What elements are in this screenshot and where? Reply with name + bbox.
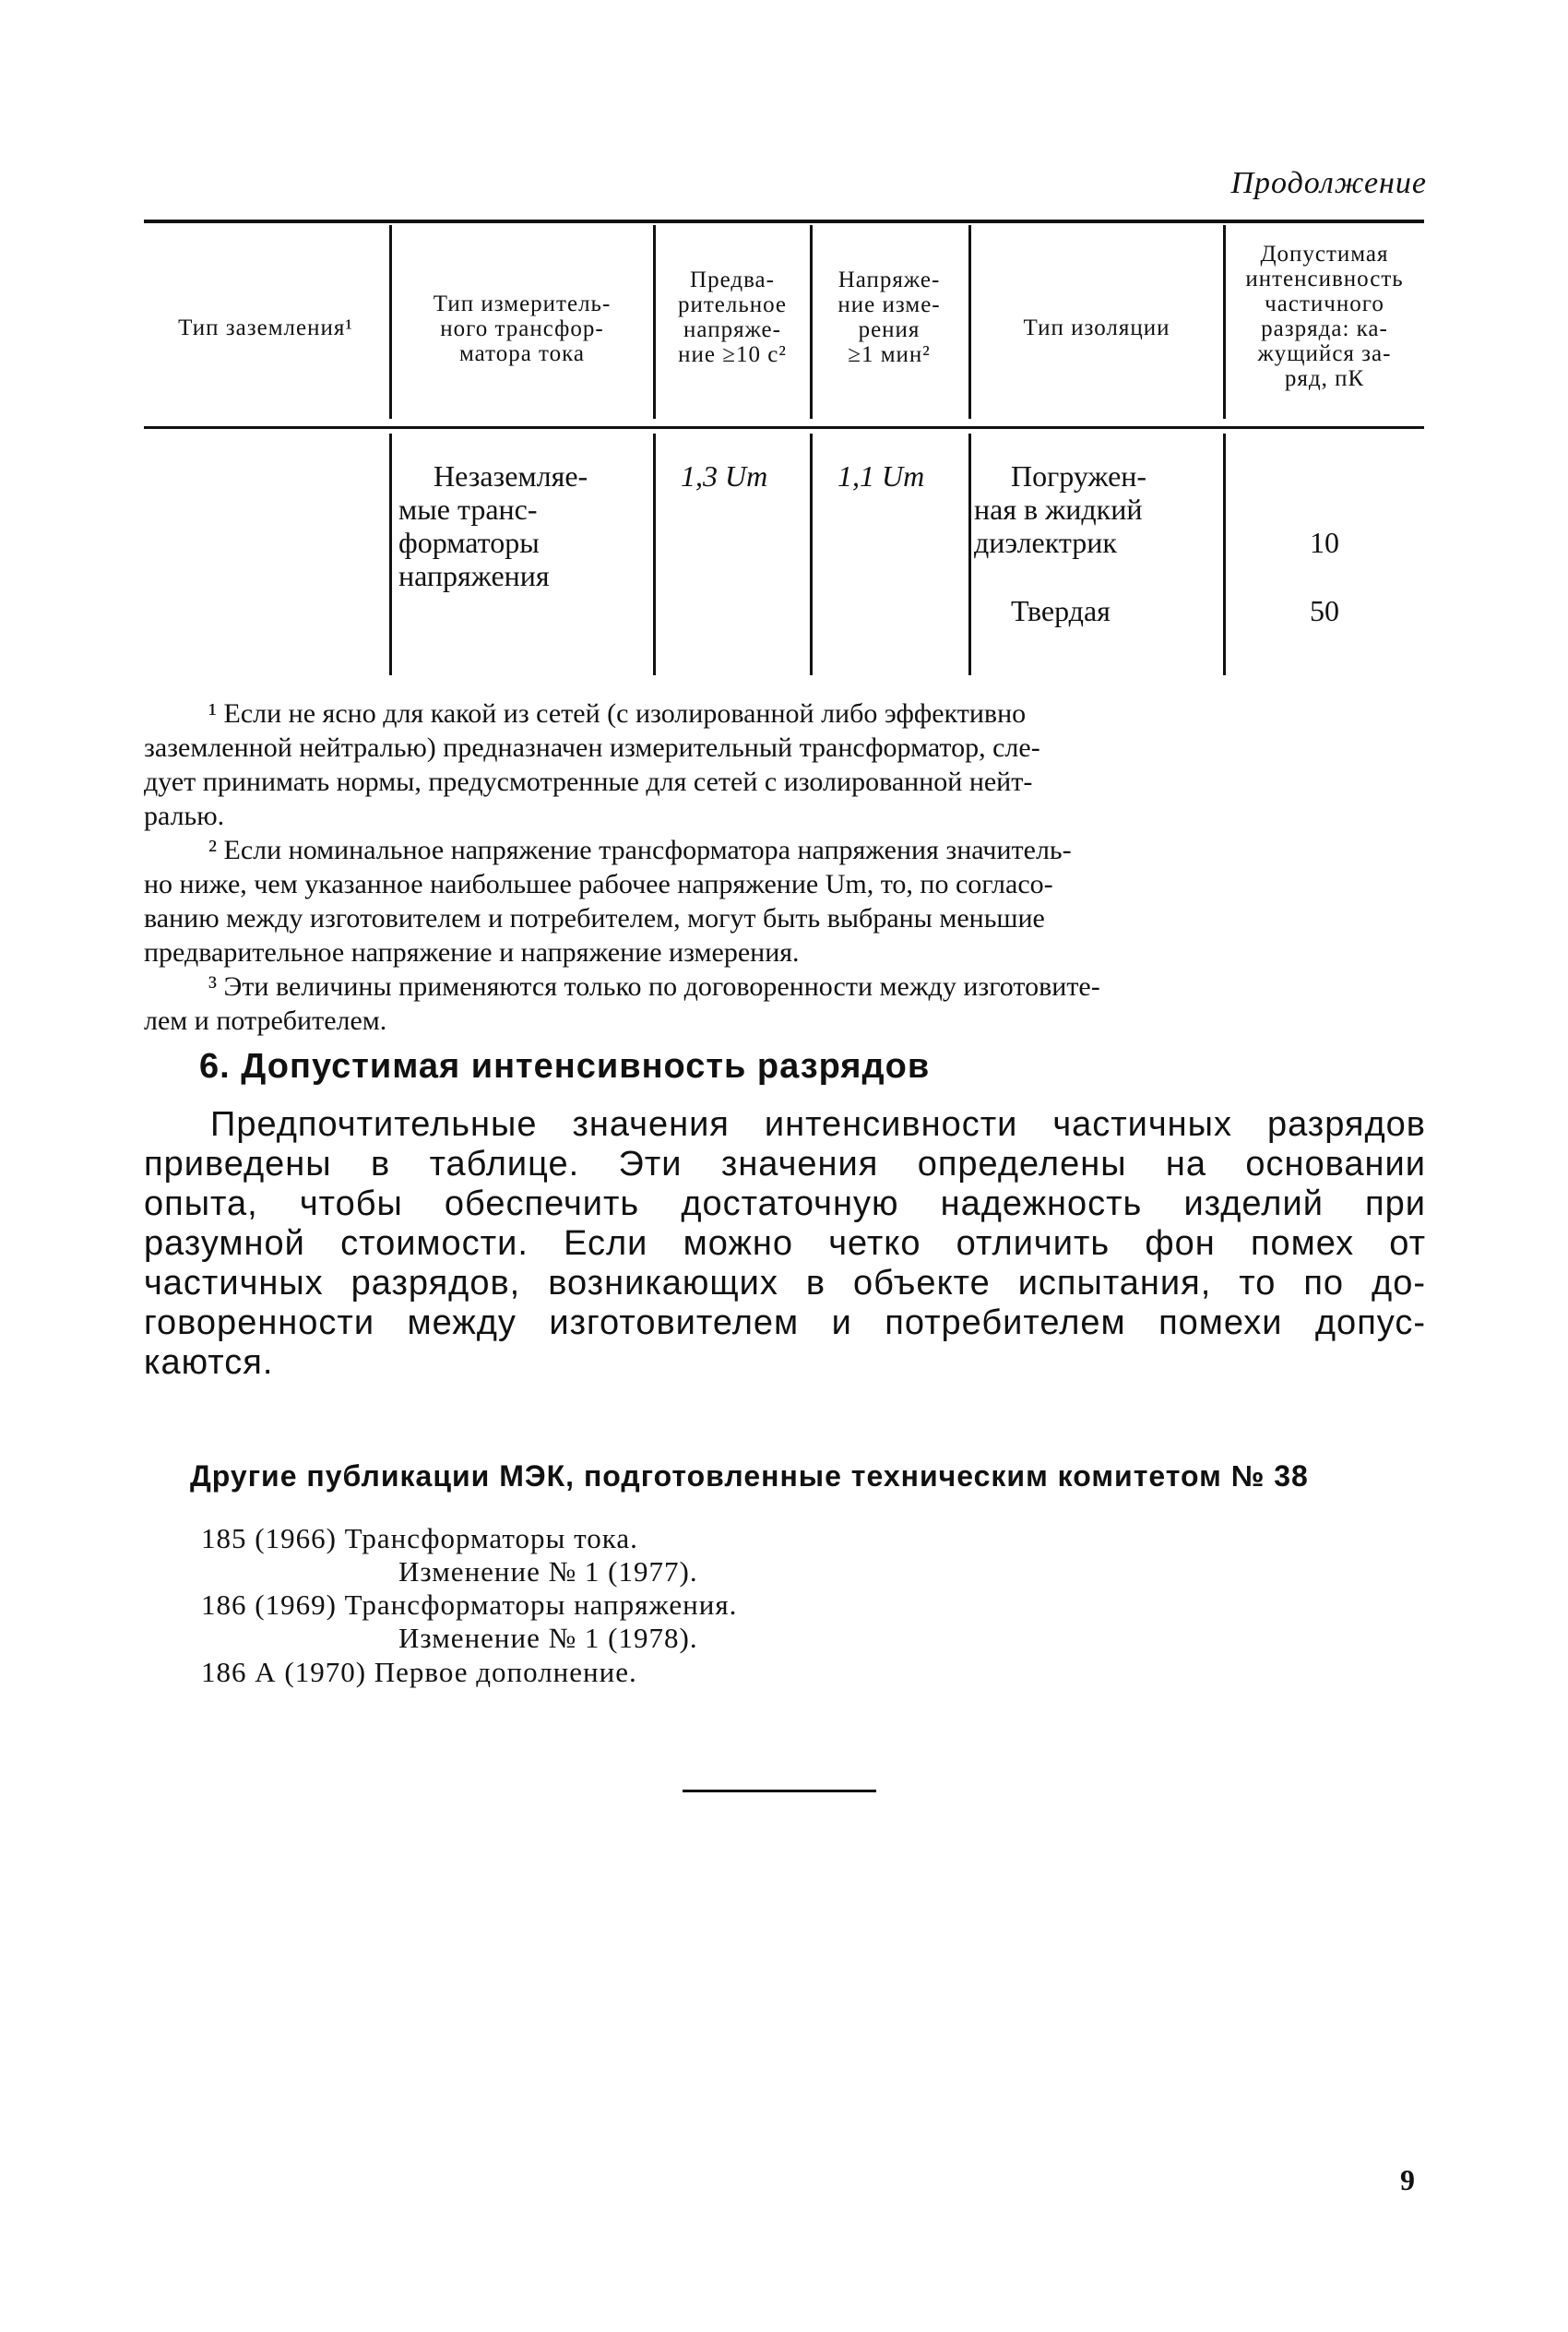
footnote-1: [144, 696, 1424, 833]
cell-value-solid: 50: [1310, 594, 1339, 627]
header-transformer-type: Тип измеритель- ного трансфор- матора тока: [433, 292, 612, 366]
footnote-line: ралью.: [144, 801, 225, 831]
section-title: 6. Допустимая интенсивность разрядов: [199, 1047, 931, 1086]
cell-transformer-type: Незаземляе- мые транс- форматоры напряжения: [398, 459, 588, 592]
cell-insulation-solid: Твердая: [1011, 594, 1111, 627]
table-col-divider: [968, 434, 971, 675]
footnote-line: ¹ Если не ясно для какой из сетей (с изолированной либо эффективно: [208, 698, 1027, 729]
publication-item: 186 А (1970) Первое дополнение.: [201, 1656, 637, 1688]
header-measure-voltage: Напряже- ние изме- рения ≥1 мин²: [837, 268, 941, 367]
page-number: 9: [1400, 2163, 1415, 2196]
footnote-line: лем и потребителем.: [144, 1005, 387, 1036]
publication-item: 185 (1966) Трансформаторы тока.: [201, 1522, 638, 1554]
footnote-line: но ниже, чем указанное наибольшее рабочее напряжение Um, то, по согласо-: [144, 869, 1053, 899]
header-insulation-type: Тип изоляции: [1023, 315, 1170, 340]
table-col-divider: [653, 434, 656, 675]
table-col-divider: [810, 434, 813, 675]
footnote-line: ванию между изготовителем и потребителем, могут быть выбраны меньшие: [144, 903, 1045, 934]
body-line: разумной стоимости. Если можно четко отличить фон помех от: [144, 1224, 1426, 1263]
table-col-divider: [389, 434, 392, 675]
cell-pre-voltage: 1,3 Um: [681, 459, 768, 493]
section-body: [144, 1105, 1426, 1383]
cell-value-liquid: 10: [1310, 526, 1339, 559]
header-pre-voltage: Предва- рительное напряже- ние ≥10 с²: [677, 268, 788, 367]
table-top-rule: [144, 220, 1424, 223]
publications-title: Другие публикации МЭК, подготовленные техническим комитетом № 38: [190, 1459, 1309, 1493]
footnote-line: ² Если номинальное напряжение трансформатора напряжения значитель-: [208, 835, 1072, 865]
header-grounding-type: Тип заземления¹: [178, 315, 353, 340]
body-line: говоренности между изготовителем и потребителем помехи допус-: [144, 1303, 1426, 1342]
cell-measure-voltage: 1,1 Um: [837, 459, 925, 493]
body-line: опыта, чтобы обеспечить достаточную надежность изделий при: [144, 1184, 1426, 1223]
publication-item: Изменение № 1 (1977).: [398, 1555, 698, 1588]
cell-insulation-liquid: Погружен- ная в жидкий диэлектрик: [974, 459, 1147, 559]
continued-label: Продолжение: [1230, 166, 1427, 200]
end-rule: [683, 1790, 876, 1792]
header-permissible-intensity: Допустимая интенсивность частичного разряда: ка- жущийся за- ряд, пК: [1245, 242, 1404, 391]
publication-item: Изменение № 1 (1978).: [398, 1622, 698, 1654]
body-line: приведены в таблице. Эти значения определены на основании: [144, 1145, 1426, 1184]
footnote-3: [144, 970, 1424, 1038]
footnote-line: дует принимать нормы, предусмотренные для сетей с изолированной нейт-: [144, 767, 1033, 797]
footnote-line: ³ Эти величины применяются только по договоренности между изготовите-: [208, 971, 1100, 1002]
publication-item: 186 (1969) Трансформаторы напряжения.: [201, 1588, 738, 1621]
footnote-line: заземленной нейтралью) предназначен измерительный трансформатор, сле-: [144, 732, 1040, 763]
body-line: частичных разрядов, возникающих в объекте испытания, то по до-: [144, 1264, 1426, 1303]
body-line: Предпочтительные значения интенсивности частичных разрядов: [210, 1105, 1426, 1144]
footnote-line: предварительное напряжение и напряжение измерения.: [144, 937, 800, 968]
footnote-2: [144, 833, 1424, 970]
table-header-rule: [144, 426, 1424, 429]
body-line: каются.: [144, 1343, 274, 1382]
table-col-divider: [389, 225, 392, 419]
